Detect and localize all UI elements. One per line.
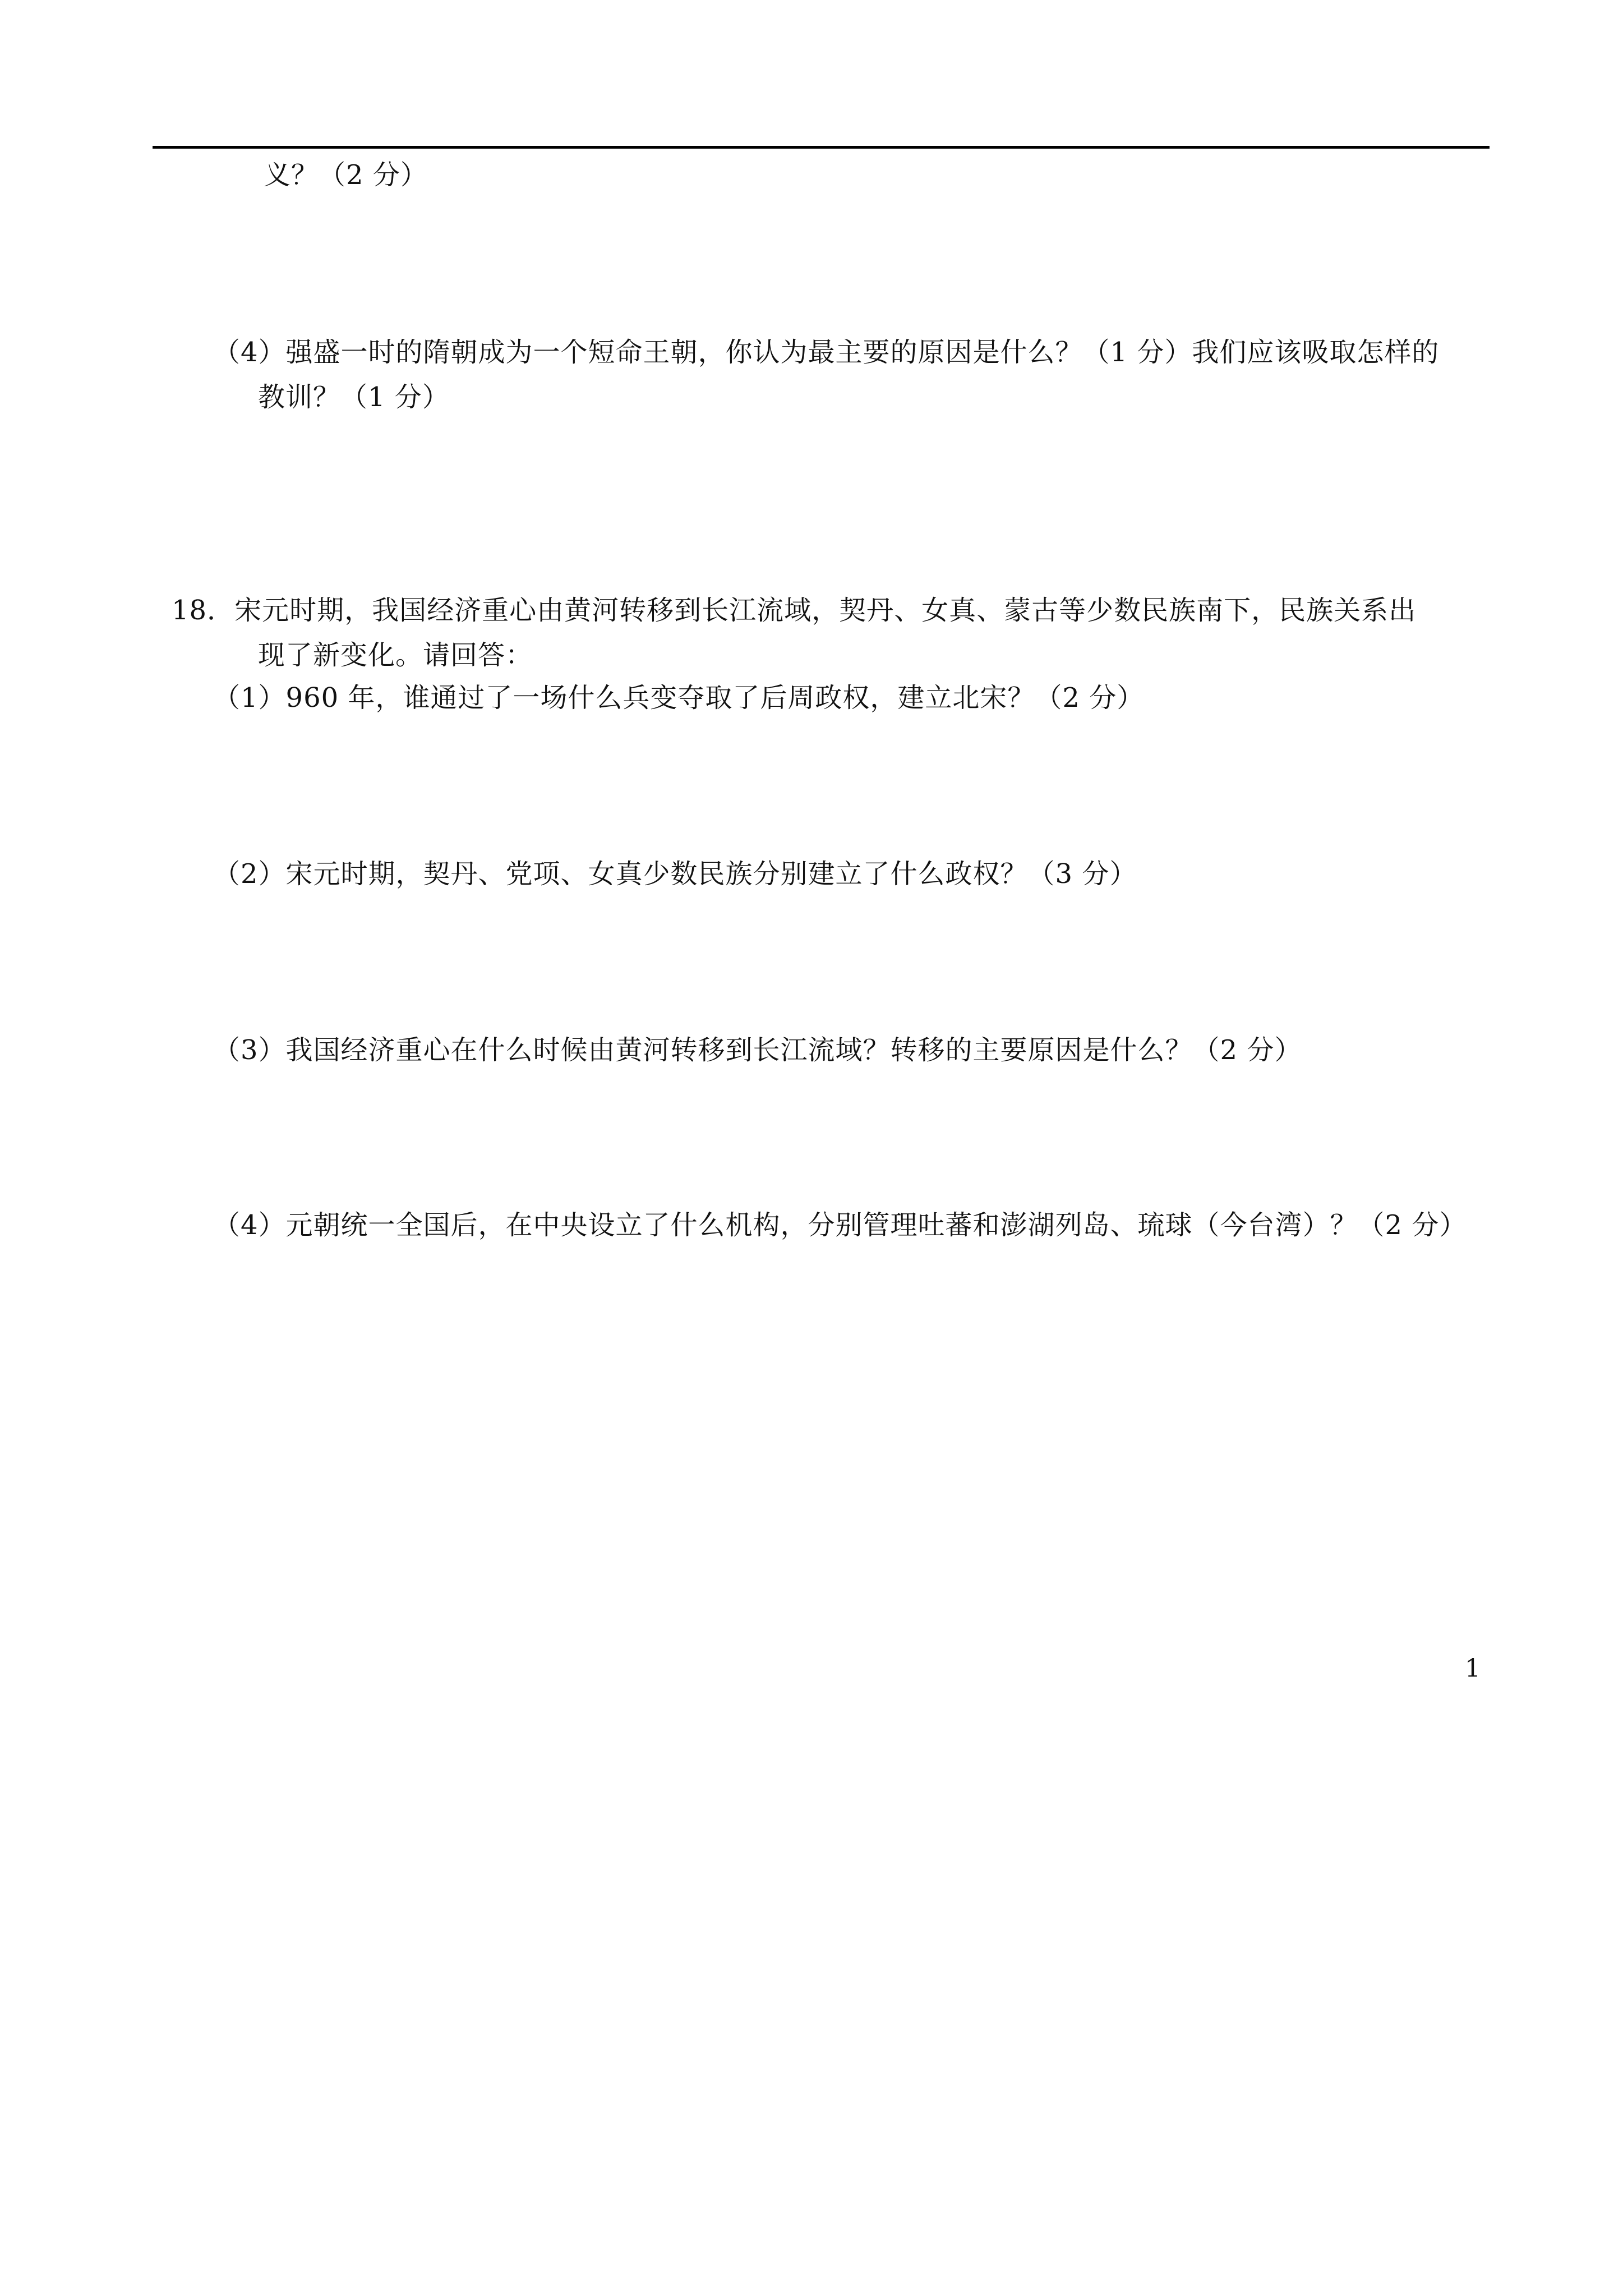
q17-4-line-1: （4）强盛一时的隋朝成为一个短命王朝，你认为最主要的原因是什么？（1 分）我们应该吸取怎样的 [213, 337, 1440, 368]
q18-stem-line-2: 现了新变化。请回答： [258, 639, 533, 671]
page-number: 1 [1465, 1654, 1481, 1683]
q18-stem-line-1: 18．宋元时期，我国经济重心由黄河转移到长江流域，契丹、女真、蒙古等少数民族南下，民族关系出 [172, 595, 1417, 626]
q18-4: （4）元朝统一全国后，在中央设立了什么机构，分别管理吐蕃和澎湖列岛、琉球（今台湾）？（2 分） [213, 1209, 1467, 1241]
q18-2: （2）宋元时期，契丹、党项、女真少数民族分别建立了什么政权？（3 分） [213, 858, 1137, 890]
q17-4-line-2: 教训？（1 分） [258, 381, 450, 413]
header-rule [153, 146, 1490, 149]
q18-3: （3）我国经济重心在什么时候由黄河转移到长江流域？转移的主要原因是什么？（2 分） [213, 1034, 1302, 1066]
q18-1: （1）960 年，谁通过了一场什么兵变夺取了后周政权，建立北宋？（2 分） [213, 682, 1145, 714]
q17-3-continuation: 义？（2 分） [264, 159, 428, 191]
